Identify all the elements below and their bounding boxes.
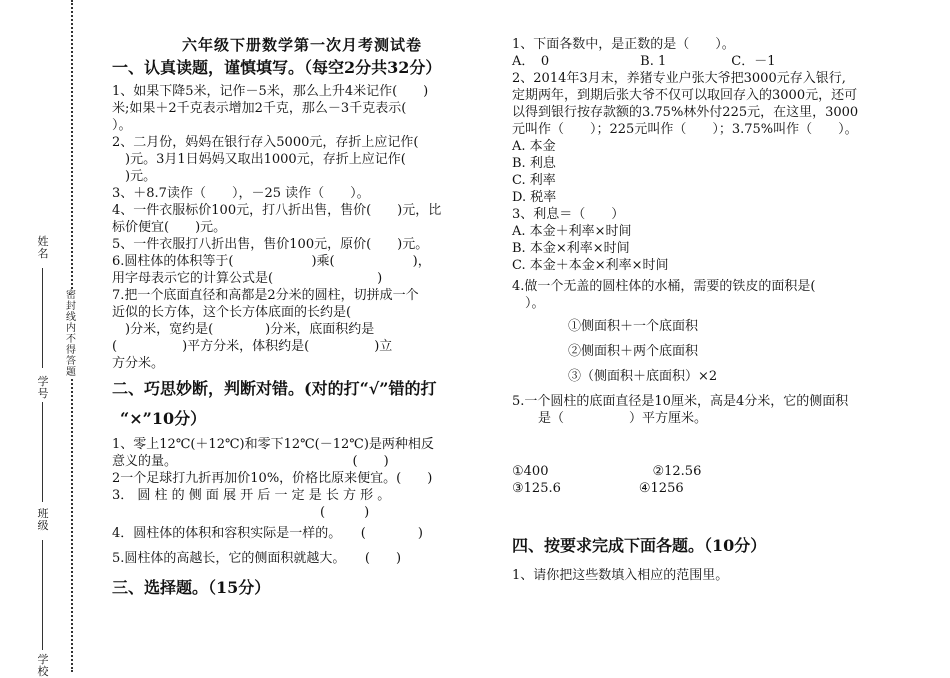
class-label: 班级	[37, 507, 49, 532]
q5-options: ③125.6 ④1256	[512, 481, 684, 496]
r-line: A. 本金	[512, 139, 556, 154]
student-id-label: 学号	[37, 375, 49, 400]
q4-option: ③（侧面积＋底面积）×2	[568, 369, 718, 384]
r-line: B. 利息	[512, 156, 556, 171]
s1-line: 6.圆柱体的体积等于( )乘( )，	[112, 254, 431, 269]
s1-line: 1、如果下降5米，记作－5米，那么上升4米记作( )	[112, 84, 429, 99]
s1-line: 方分米。	[112, 356, 165, 371]
s1-line: 2、二月份，妈妈在银行存入5000元，存折上应记作(	[112, 135, 419, 150]
r-line: 定期两年，到期后张大爷不仅可以取回存入的3000元，还可	[512, 88, 858, 103]
r-line: D. 税率	[512, 190, 557, 205]
r-line: B. 本金×利率×时间	[512, 241, 630, 256]
s1-line: ( )平方分米，体积约是( )立	[112, 339, 393, 354]
s2-line: 4．圆柱体的体积和容积实际是一样的。 ( )	[112, 526, 423, 541]
s1-line: 4、一件衣服标价100元，打八折出售，售价( )元，比	[112, 203, 442, 218]
s2-line: 1、零上12℃(＋12℃)和零下12℃(－12℃)是两种相反	[112, 437, 434, 452]
seal-notice: 密封线内不得答题	[62, 290, 80, 378]
s1-line: 3、＋8.7读作（ ），－25 读作（ ）。	[112, 186, 370, 201]
section-2-heading: 二、巧思妙断，判断对错。(对的打“√”错的打	[112, 379, 437, 398]
q4-option: ②侧面积＋两个底面积	[568, 344, 699, 359]
right-column	[512, 36, 922, 584]
s1-line: )元。3月1日妈妈又取出1000元，存折上应记作(	[112, 152, 406, 167]
s2-line: 5.圆柱体的高越长，它的侧面积就越大。 ( )	[112, 551, 402, 566]
r-line: 元叫作（ ）；225元叫作（ ）；3.75%叫作（ ）。	[512, 122, 858, 137]
s1-line: 用字母表示它的计算公式是( )	[112, 271, 383, 286]
s2-line: 意义的量。 ( )	[112, 454, 389, 469]
q4-option: ①侧面积＋一个底面积	[568, 319, 699, 334]
page-title: 六年级下册数学第一次月考测试卷	[181, 36, 422, 54]
r-line: 以得到银行按存款额的3.75%林外付225元，在这里，3000	[512, 105, 859, 120]
r-line: 3、利息＝（ ）	[512, 207, 625, 222]
left-column	[112, 34, 492, 599]
q5-options: ①400 ②12.56	[512, 464, 702, 479]
q5-line: 是（ ）平方厘米。	[512, 411, 708, 426]
name-underline	[42, 268, 43, 368]
r-line: C. 本金＋本金×利率×时间	[512, 258, 669, 273]
section-4-heading: 四、按要求完成下面各题。（10分）	[512, 536, 767, 555]
section-2-heading-cont: “×”10分）	[120, 409, 207, 428]
s1-line: 标价便宜( )元。	[112, 220, 227, 235]
s1-line: )分米，宽约是( )分米，底面积约是	[112, 322, 375, 337]
s2-line: 3． 圆 柱 的 侧 面 展 开 后 一 定 是 长 方 形 。	[112, 488, 391, 503]
r-line: C. 利率	[512, 173, 556, 188]
s2-line: 2一个足球打九折再加价10%，价格比原来便宜。( )	[112, 471, 433, 486]
class-underline	[42, 540, 43, 650]
school-label: 学校	[37, 653, 49, 678]
s1-line: 近似的长方体，这个长方体底面的长约是(	[112, 305, 352, 320]
r-line: 1、下面各数中，是正数的是（ ）。	[512, 37, 735, 52]
r-line: 2、2014年3月末，养猪专业户张大爷把3000元存入银行,	[512, 71, 846, 86]
q4-line: 4.做一个无盖的圆柱体的水桶，需要的铁皮的面积是(	[512, 279, 816, 294]
q5-line: 5.一个圆柱的底面直径是10厘米，高是4分米，它的侧面积	[512, 394, 849, 409]
binding-margin	[0, 0, 96, 678]
s1-line: 米;如果＋2千克表示增加2千克，那么－3千克表示(	[112, 101, 407, 116]
id-underline	[42, 402, 43, 502]
s1-line: 7.把一个底面直径和高都是2分米的圆柱，切拼成一个	[112, 288, 419, 303]
q4-line: ）。	[512, 296, 545, 311]
s4-q1: 1、请你把这些数填入相应的范围里。	[512, 568, 729, 583]
section-3-heading: 三、选择题。（15分）	[112, 578, 271, 597]
s1-line: ）。	[112, 118, 132, 133]
s1-line: )元。	[112, 169, 157, 184]
r-line: A． 0 B. 1 C．－1	[512, 54, 776, 69]
r-line: A. 本金＋利率×时间	[512, 224, 632, 239]
name-label: 姓名	[37, 235, 49, 260]
section-1-heading: 一、认真读题，谨慎填写。（每空2分共32分）	[112, 58, 442, 77]
s1-line: 5、一件衣服打八折出售，售价100元，原价( )元。	[112, 237, 429, 252]
s2-line: ( )	[112, 505, 370, 520]
